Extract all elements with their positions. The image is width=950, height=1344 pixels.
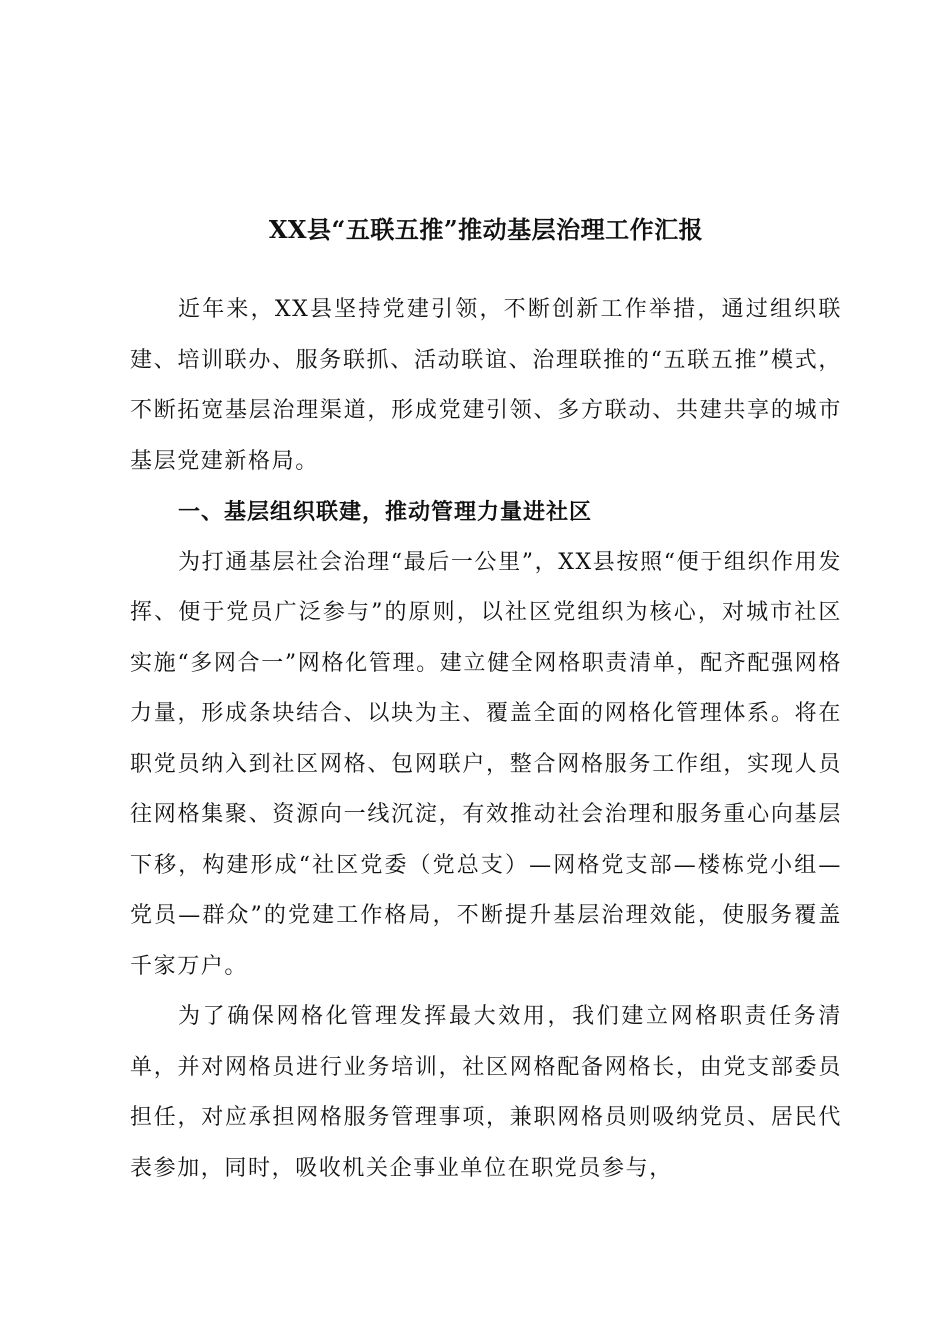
intro-paragraph: 近年来，XX县坚持党建引领，不断创新工作举措，通过组织联建、培训联办、服务联抓、活动联谊、治理联推的“五联五推”模式，不断拓宽基层治理渠道，形成党建引领、多方联动、共建共享的城市基层党建新格局。: [130, 297, 842, 474]
section-heading: 一、基层组织联建，推动管理力量进社区: [178, 499, 593, 525]
body-paragraph: 为打通基层社会治理“最后一公里”，XX县按照“便于组织作用发挥、便于党员广泛参与”的原则，以社区党组织为核心，对城市社区实施“多网合一”网格化管理。建立健全网格职责清单，配齐配强网格力量，形成条块结合、以块为主、覆盖全面的网格化管理体系。将在职党员纳入到社区网格、包网联户，整合网格服务工作组，实现人员往网格集聚、资源向一线沉淀，有效推动社会治理和服务重心向基层下移，构建形成“社区党委（党总支）—网格党支部—楼栋党小组—党员—群众”的党建工作格局，不断提升基层治理效能，使服务覆盖千家万户。: [130, 549, 842, 979]
body-paragraph: 为了确保网格化管理发挥最大效用，我们建立网格职责任务清单，并对网格员进行业务培训，社区网格配备网格长，由党支部委员担任，对应承担网格服务管理事项，兼职网格员则吸纳党员、居民代表参加，同时，吸收机关企事业单位在职党员参与，: [130, 1004, 842, 1181]
document-title: XX县“五联五推”推动基层治理工作汇报: [268, 215, 704, 244]
document-body: [130, 285, 842, 1194]
